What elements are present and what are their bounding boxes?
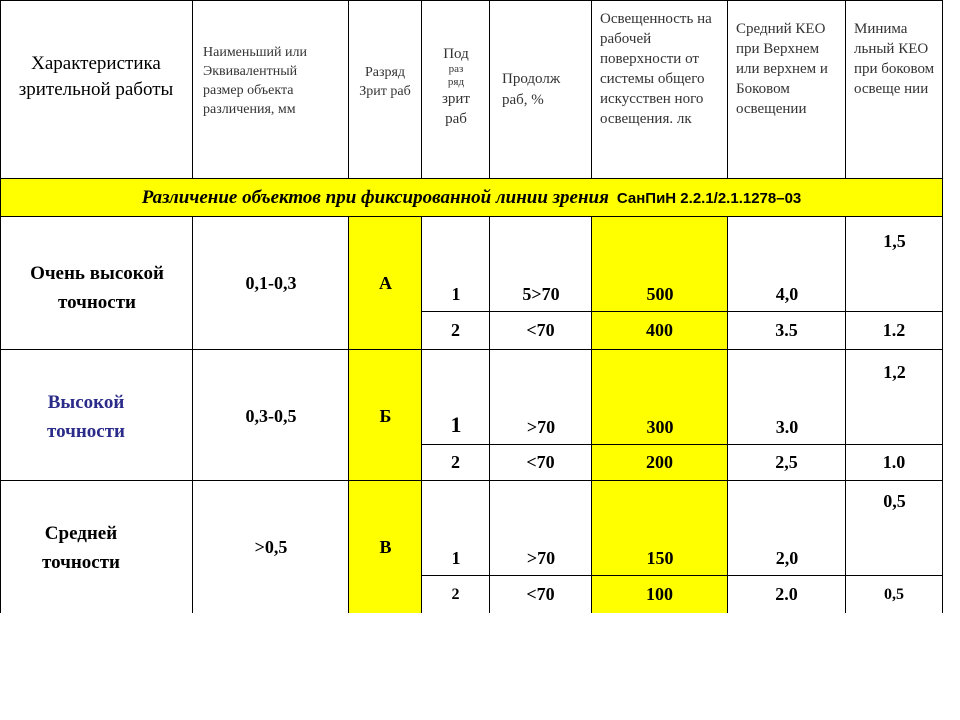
group1-name: Очень высокой точности — [30, 263, 164, 313]
duration-value: >70 — [526, 417, 556, 437]
group3-row1 — [1, 481, 943, 576]
group1-name-cell — [1, 217, 193, 350]
sub-value: 1 — [451, 284, 461, 304]
group2-row1 — [1, 350, 943, 445]
group1-lux1 — [592, 217, 728, 312]
avg-keo-value: 2,0 — [775, 548, 799, 568]
group3-minkeo2: 0,5 — [846, 576, 943, 614]
group2-name: Высокой точности — [47, 392, 125, 442]
header-subcategory-mid: раз ряд — [447, 63, 465, 88]
header-row — [1, 1, 943, 179]
header-subcategory-bottom: зрит раб — [441, 91, 470, 127]
group1-category: А — [379, 273, 392, 293]
banner-norm: СанПиН 2.2.1/2.1.1278–03 — [616, 189, 802, 207]
bottom-mask — [0, 613, 960, 720]
header-subcategory-block — [426, 45, 486, 129]
group3-minkeo1 — [846, 481, 943, 576]
group1-category-cell — [349, 217, 422, 350]
group2-dur2: <70 — [490, 445, 592, 481]
min-keo-value: 0,5 — [883, 491, 906, 511]
min-keo-value: 1,5 — [883, 231, 906, 251]
banner-title: Различение объектов при фиксированной линии зрения — [141, 186, 609, 208]
header-subcategory — [422, 1, 490, 179]
group2-lux1 — [592, 350, 728, 445]
group1-minkeo2: 1.2 — [846, 312, 943, 350]
avg-keo-value: 3.0 — [775, 417, 799, 437]
duration-value: 5>70 — [522, 284, 560, 304]
lux-value: 150 — [646, 548, 674, 568]
header-avg-keo — [728, 1, 846, 179]
group1-size: 0,1-0,3 — [245, 273, 297, 293]
header-min-keo — [846, 1, 943, 179]
group1-dur2: <70 — [490, 312, 592, 350]
group3-avgkeo2: 2.0 — [728, 576, 846, 614]
group2-size-cell — [193, 350, 349, 481]
header-illuminance-label: Освещенность на рабочей поверхности от системы общего искусствен ного освещения. лк — [600, 11, 712, 127]
group2-sub1 — [422, 350, 490, 445]
group2-category-cell — [349, 350, 422, 481]
header-duration — [490, 1, 592, 179]
group1-row1 — [1, 217, 943, 312]
group1-minkeo1 — [846, 217, 943, 312]
group2-sub2: 2 — [422, 445, 490, 481]
sub-value: 1 — [451, 548, 461, 568]
header-object-size — [193, 1, 349, 179]
header-avg-keo-label: Средний КЕО при Верхнем или верхнем и Боковом освещении — [736, 21, 828, 117]
group3-size-cell — [193, 481, 349, 614]
group1-dur1 — [490, 217, 592, 312]
group2-size: 0,3-0,5 — [245, 406, 297, 426]
group3-dur2: <70 — [490, 576, 592, 614]
group2-name-cell — [1, 350, 193, 481]
header-object-size-label: Наименьший или Эквивалентный размер объекта различения, мм — [203, 45, 308, 117]
group3-category: В — [379, 537, 392, 557]
header-min-keo-label: Минима льный КЕО при боковом освеще нии — [854, 21, 935, 97]
group1-lux2: 400 — [592, 312, 728, 350]
group2-category: Б — [379, 406, 392, 426]
banner-cell — [1, 179, 943, 217]
group3-lux2: 100 — [592, 576, 728, 614]
min-keo-value: 1,2 — [883, 362, 906, 382]
group3-name: Средней точности — [42, 523, 120, 573]
sub-value: 1 — [450, 412, 462, 437]
header-characteristic — [1, 1, 193, 179]
group2-avgkeo2: 2,5 — [728, 445, 846, 481]
header-duration-label: Продолж раб, % — [502, 71, 561, 108]
group2-minkeo1 — [846, 350, 943, 445]
group3-lux1 — [592, 481, 728, 576]
duration-value: >70 — [526, 548, 556, 568]
group2-lux2: 200 — [592, 445, 728, 481]
group3-avgkeo1 — [728, 481, 846, 576]
lux-value: 300 — [646, 417, 674, 437]
header-illuminance — [592, 1, 728, 179]
group3-sub2: 2 — [422, 576, 490, 614]
group2-avgkeo1 — [728, 350, 846, 445]
header-category — [349, 1, 422, 179]
group1-sub2: 2 — [422, 312, 490, 350]
group1-avgkeo2: 3.5 — [728, 312, 846, 350]
group3-dur1 — [490, 481, 592, 576]
header-characteristic-label: Характеристика зрительной работы — [18, 53, 174, 100]
header-category-label: Разряд Зрит раб — [359, 65, 411, 99]
group1-sub1 — [422, 217, 490, 312]
group3-size: >0,5 — [254, 537, 288, 557]
group2-minkeo2: 1.0 — [846, 445, 943, 481]
group1-avgkeo1 — [728, 217, 846, 312]
banner-row — [1, 179, 943, 217]
group3-name-cell — [1, 481, 193, 614]
group3-sub1 — [422, 481, 490, 576]
group2-dur1 — [490, 350, 592, 445]
group1-size-cell — [193, 217, 349, 350]
lux-value: 500 — [646, 284, 674, 304]
group3-category-cell — [349, 481, 422, 614]
header-subcategory-top: Под — [443, 46, 469, 62]
avg-keo-value: 4,0 — [775, 284, 799, 304]
